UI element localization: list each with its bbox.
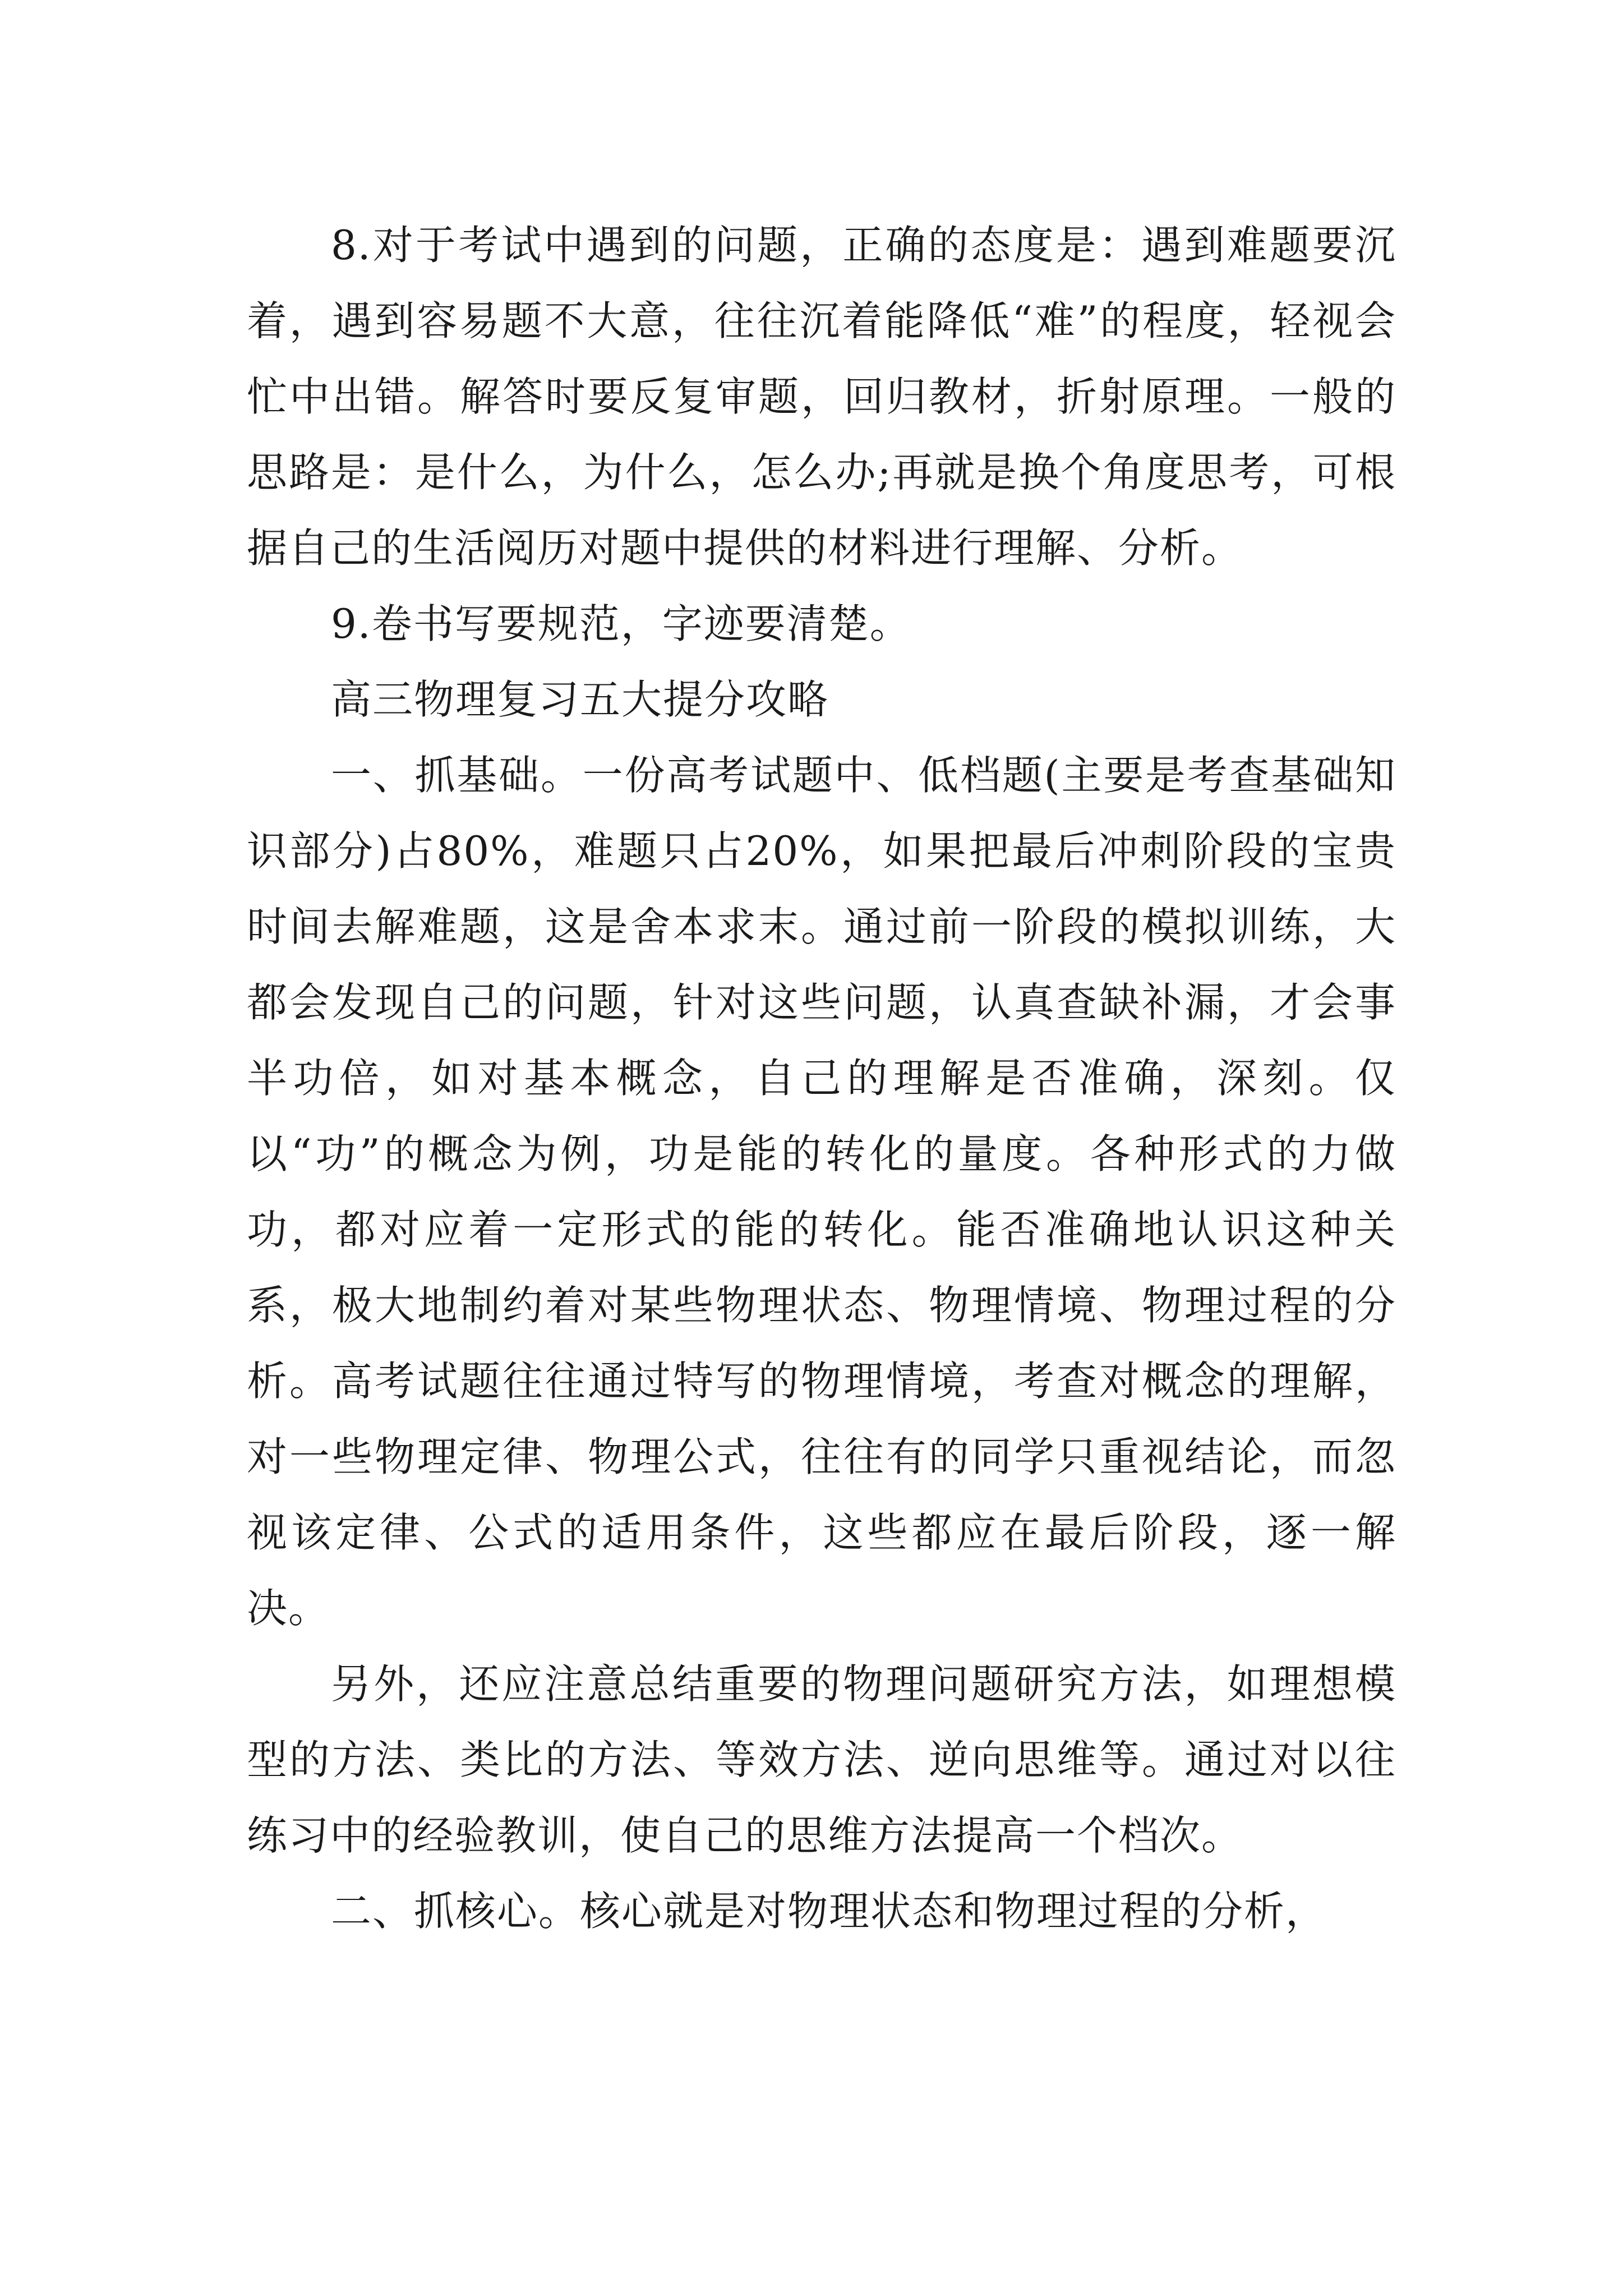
section-heading: 高三物理复习五大提分攻略 bbox=[331, 676, 829, 723]
paragraph-methods: 另外，还应注意总结重要的物理问题研究方法，如理想模型的方法、类比的方法、等效方法、逆向思维等。通过对以往练习中的经验教训，使自己的思维方法提高一个档次。 bbox=[247, 1660, 1396, 1859]
paragraph-exam-attitude: 8.对于考试中遇到的问题，正确的态度是：遇到难题要沉着，遇到容易题不大意，往往沉着能降低“难”的程度，轻视会忙中出错。解答时要反复审题，回归教材，折射原理。一般的思路是：是什么，为什么，怎么办;再就是换个角度思考，可根据自己的生活阅历对题中提供的材料进行理解、分析。 bbox=[247, 222, 1396, 572]
paragraph-core: 二、抓核心。核心就是对物理状态和物理过程的分析， bbox=[331, 1888, 1327, 1935]
paragraph-basics: 一、抓基础。一份高考试题中、低档题(主要是考查基础知识部分)占80%，难题只占20%，如果把最后冲刺阶段的宝贵时间去解难题，这是舍本求末。通过前一阶段的模拟训练，大都会发现自己的问题，针对这些问题，认真查缺补漏，才会事半功倍，如对基本概念，自己的理解是否准确，深刻。仅以“功”的概念为例，功是能的转化的量度。各种形式的力做功，都对应着一定形式的能的转化。能否准确地认识这种关系，极大地制约着对某些物理状态、物理情境、物理过程的分析。高考试题往往通过特写的物理情境，考查对概念的理解，对一些物理定律、物理公式，往往有的同学只重视结论，而忽视该定律、公式的适用条件，这些都应在最后阶段，逐一解决。 bbox=[247, 752, 1396, 1632]
document-body bbox=[247, 208, 1396, 1949]
paragraph-handwriting: 9.卷书写要规范，字迹要清楚。 bbox=[331, 600, 911, 647]
